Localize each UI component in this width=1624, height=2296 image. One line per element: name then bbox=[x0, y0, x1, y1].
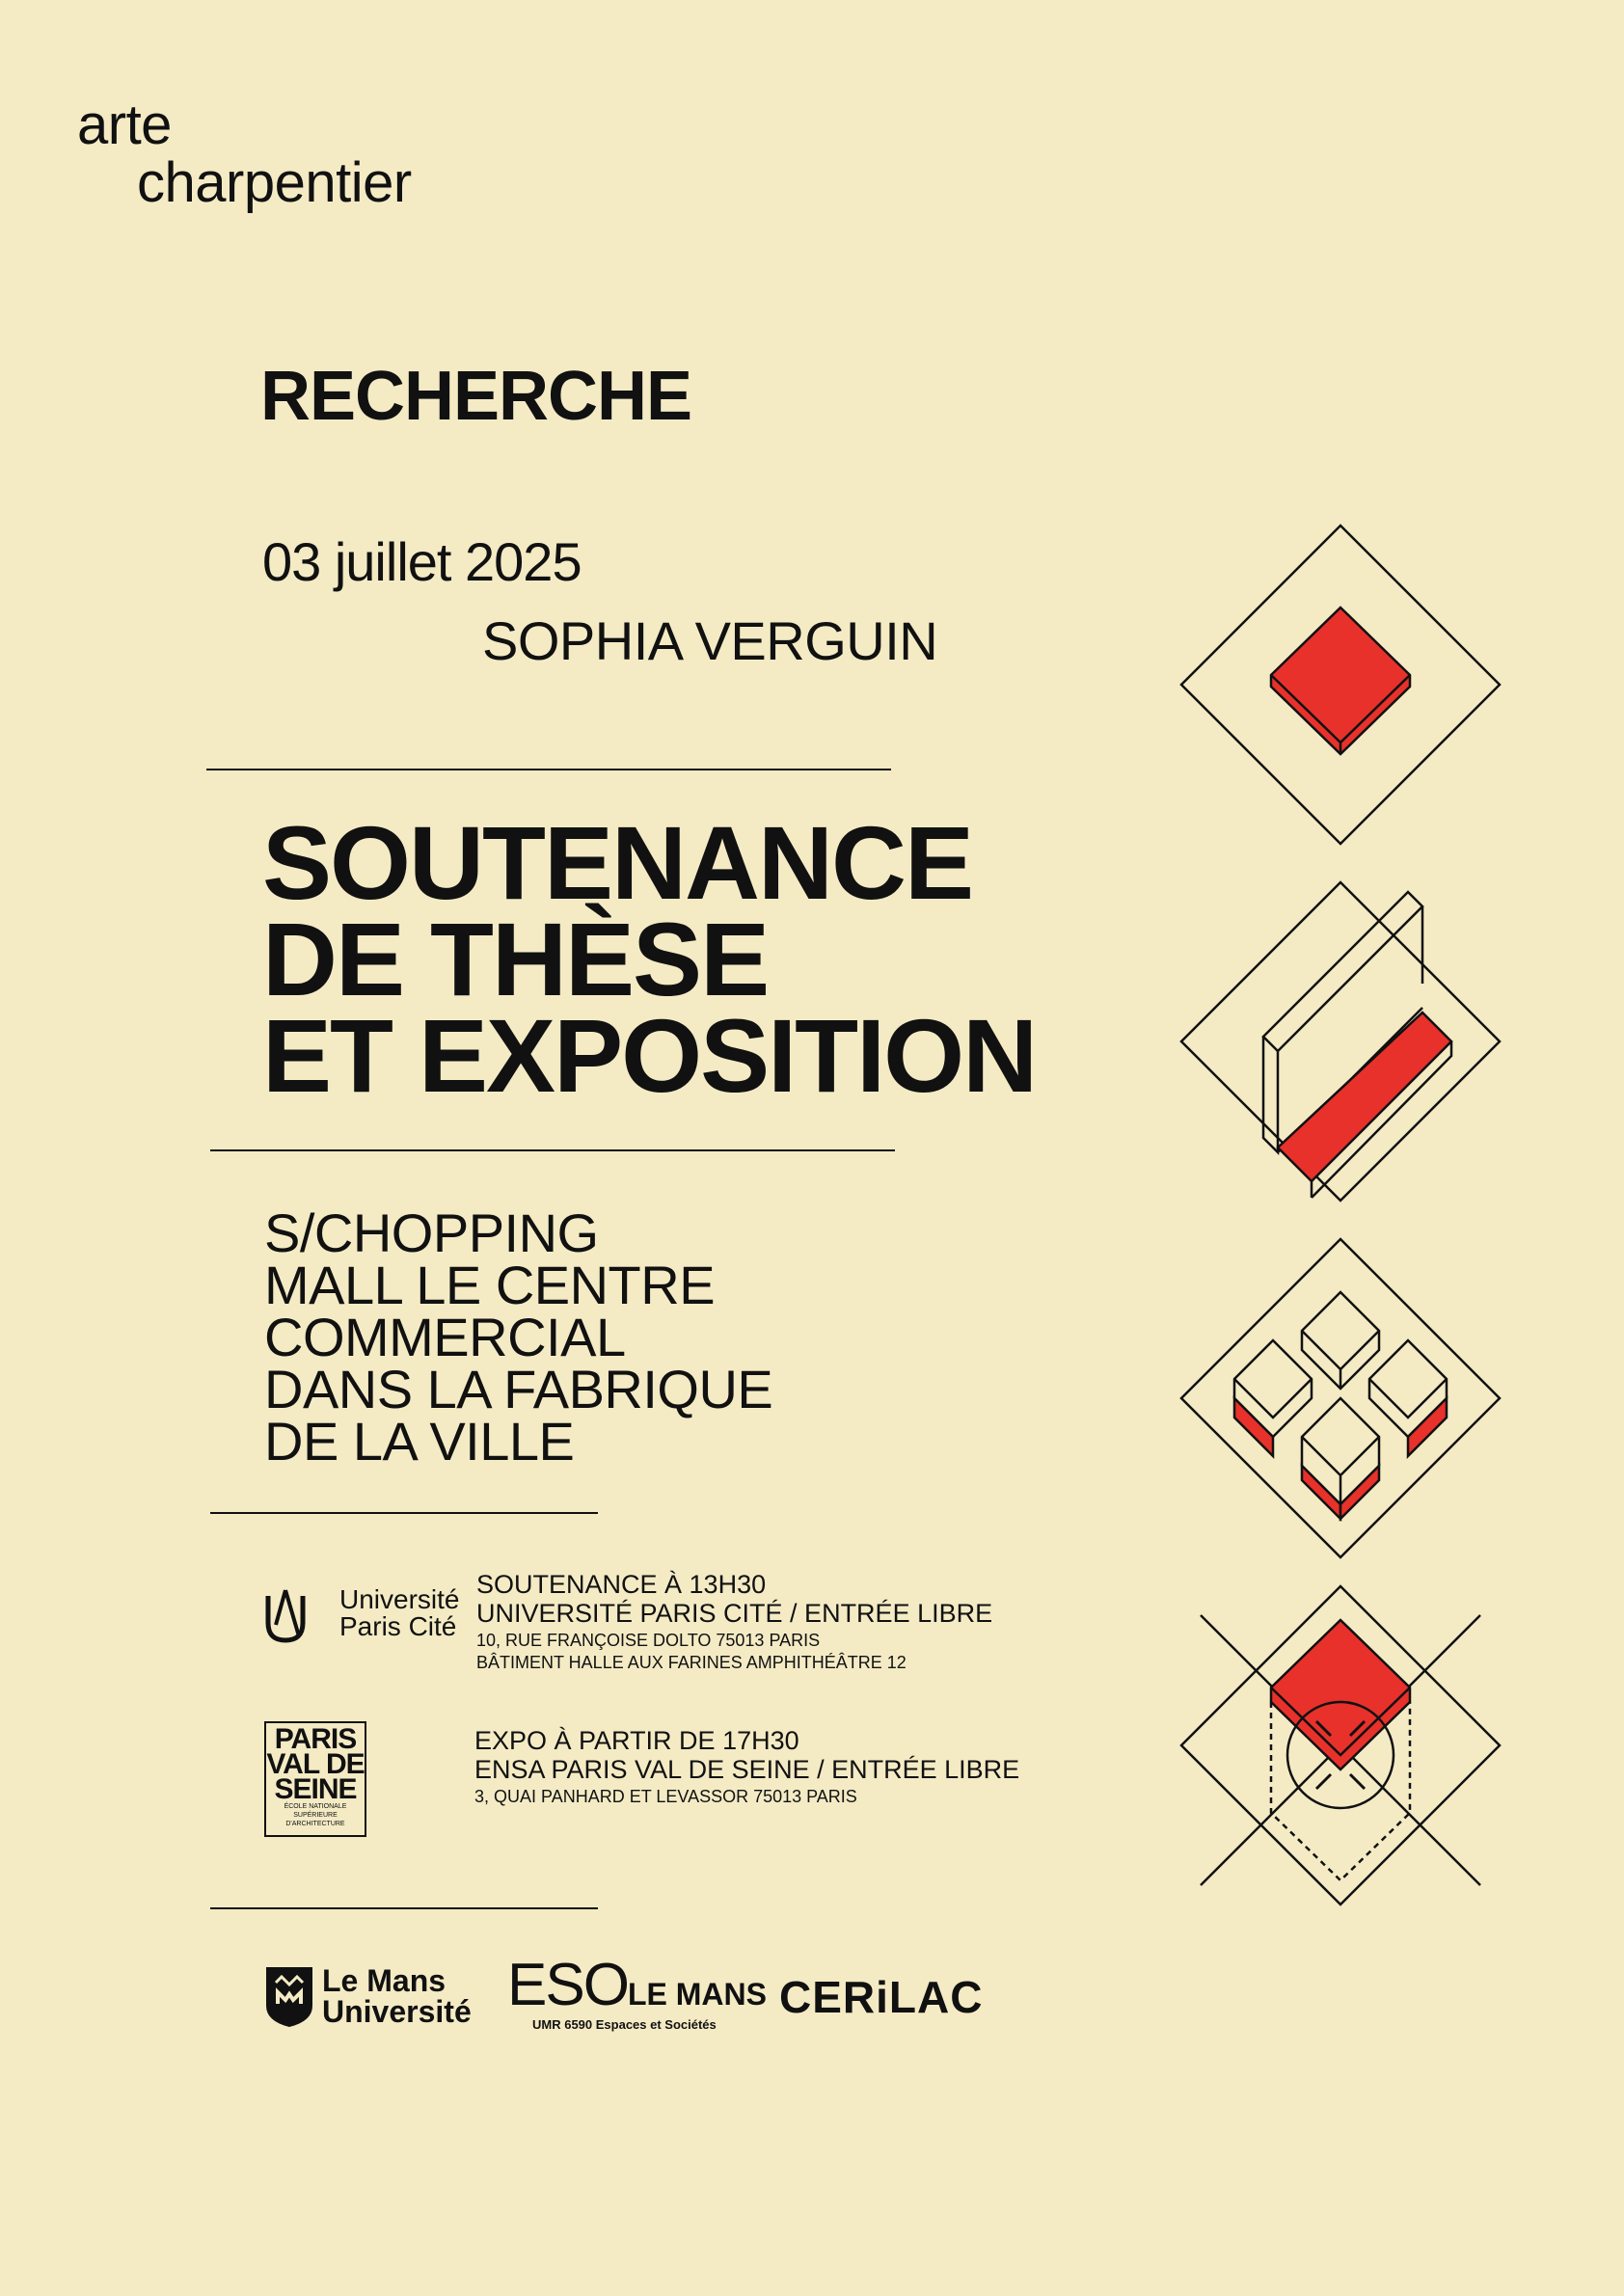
diamond-wall-icon bbox=[1181, 882, 1500, 1201]
defense-venue: UNIVERSITÉ PARIS CITÉ / ENTRÉE LIBRE bbox=[476, 1599, 993, 1628]
defense-time: SOUTENANCE À 13H30 bbox=[476, 1570, 767, 1599]
pvs-logo-word-3: SEINE bbox=[274, 1773, 357, 1805]
divider-2 bbox=[210, 1149, 895, 1151]
defense-info bbox=[476, 1570, 992, 1672]
brand-logo bbox=[77, 96, 412, 212]
pvs-logo-word-1: PARIS bbox=[274, 1723, 357, 1755]
pvs-logo-word-2: VAL DE bbox=[266, 1748, 365, 1780]
event-date: 03 juillet 2025 bbox=[262, 531, 582, 592]
diamond-arrows-icon bbox=[1181, 1586, 1500, 1904]
lmu-line-1: Le Mans bbox=[322, 1963, 447, 1998]
lmu-line-2: Université bbox=[322, 1994, 472, 2029]
exhibition-address: 3, QUAI PANHARD ET LEVASSOR 75013 PARIS bbox=[474, 1787, 857, 1806]
upc-logo-line-2: Paris Cité bbox=[339, 1611, 457, 1641]
isometric-illustrations bbox=[1157, 511, 1524, 1929]
thesis-subtitle: S/CHOPPING MALL LE CENTRE COMMERCIAL DANS LA FABRIQUE DE LA VILLE bbox=[264, 1202, 773, 1472]
exhibition-venue: ENSA PARIS VAL DE SEINE / ENTRÉE LIBRE bbox=[474, 1755, 1020, 1784]
paris-val-de-seine-logo bbox=[264, 1721, 366, 1837]
exhibition-info bbox=[474, 1726, 1019, 1809]
divider-3 bbox=[210, 1512, 598, 1514]
author-name: SOPHIA VERGUIN bbox=[482, 610, 938, 671]
eso-subtitle: UMR 6590 Espaces et Sociétés bbox=[532, 2017, 717, 2032]
upc-logo-line-1: Université bbox=[339, 1584, 460, 1614]
diamond-blocks-icon bbox=[1181, 1239, 1500, 1557]
page-title: SOUTENANCE DE THÈSE ET EXPOSITION bbox=[262, 804, 1037, 1114]
le-mans-shield-icon bbox=[264, 1965, 314, 2029]
eso-main: ESO bbox=[507, 1952, 628, 2018]
cerilac-logo: CERiLAC bbox=[779, 1972, 984, 2022]
universite-paris-cite-logo bbox=[262, 1586, 474, 1644]
upc-emblem-icon bbox=[262, 1586, 330, 1644]
eso-city: LE MANS bbox=[627, 1977, 767, 2012]
diamond-slab-icon bbox=[1181, 526, 1500, 844]
brand-line-1: arte bbox=[77, 94, 172, 156]
exhibition-time: EXPO À PARTIR DE 17H30 bbox=[474, 1726, 799, 1755]
pvs-logo-small-1: ÉCOLE NATIONALE SUPÉRIEURE bbox=[284, 1803, 347, 1819]
eso-le-mans-logo bbox=[507, 1952, 767, 2032]
divider-1 bbox=[206, 769, 891, 770]
brand-line-2: charpentier bbox=[137, 151, 412, 214]
divider-4 bbox=[210, 1907, 598, 1909]
pvs-logo-small-2: D'ARCHITECTURE bbox=[285, 1821, 345, 1827]
defense-address: 10, RUE FRANÇOISE DOLTO 75013 PARIS bbox=[476, 1631, 821, 1650]
defense-room: BÂTIMENT HALLE AUX FARINES AMPHITHÉÂTRE 12 bbox=[476, 1653, 907, 1672]
section-label: RECHERCHE bbox=[260, 358, 692, 435]
